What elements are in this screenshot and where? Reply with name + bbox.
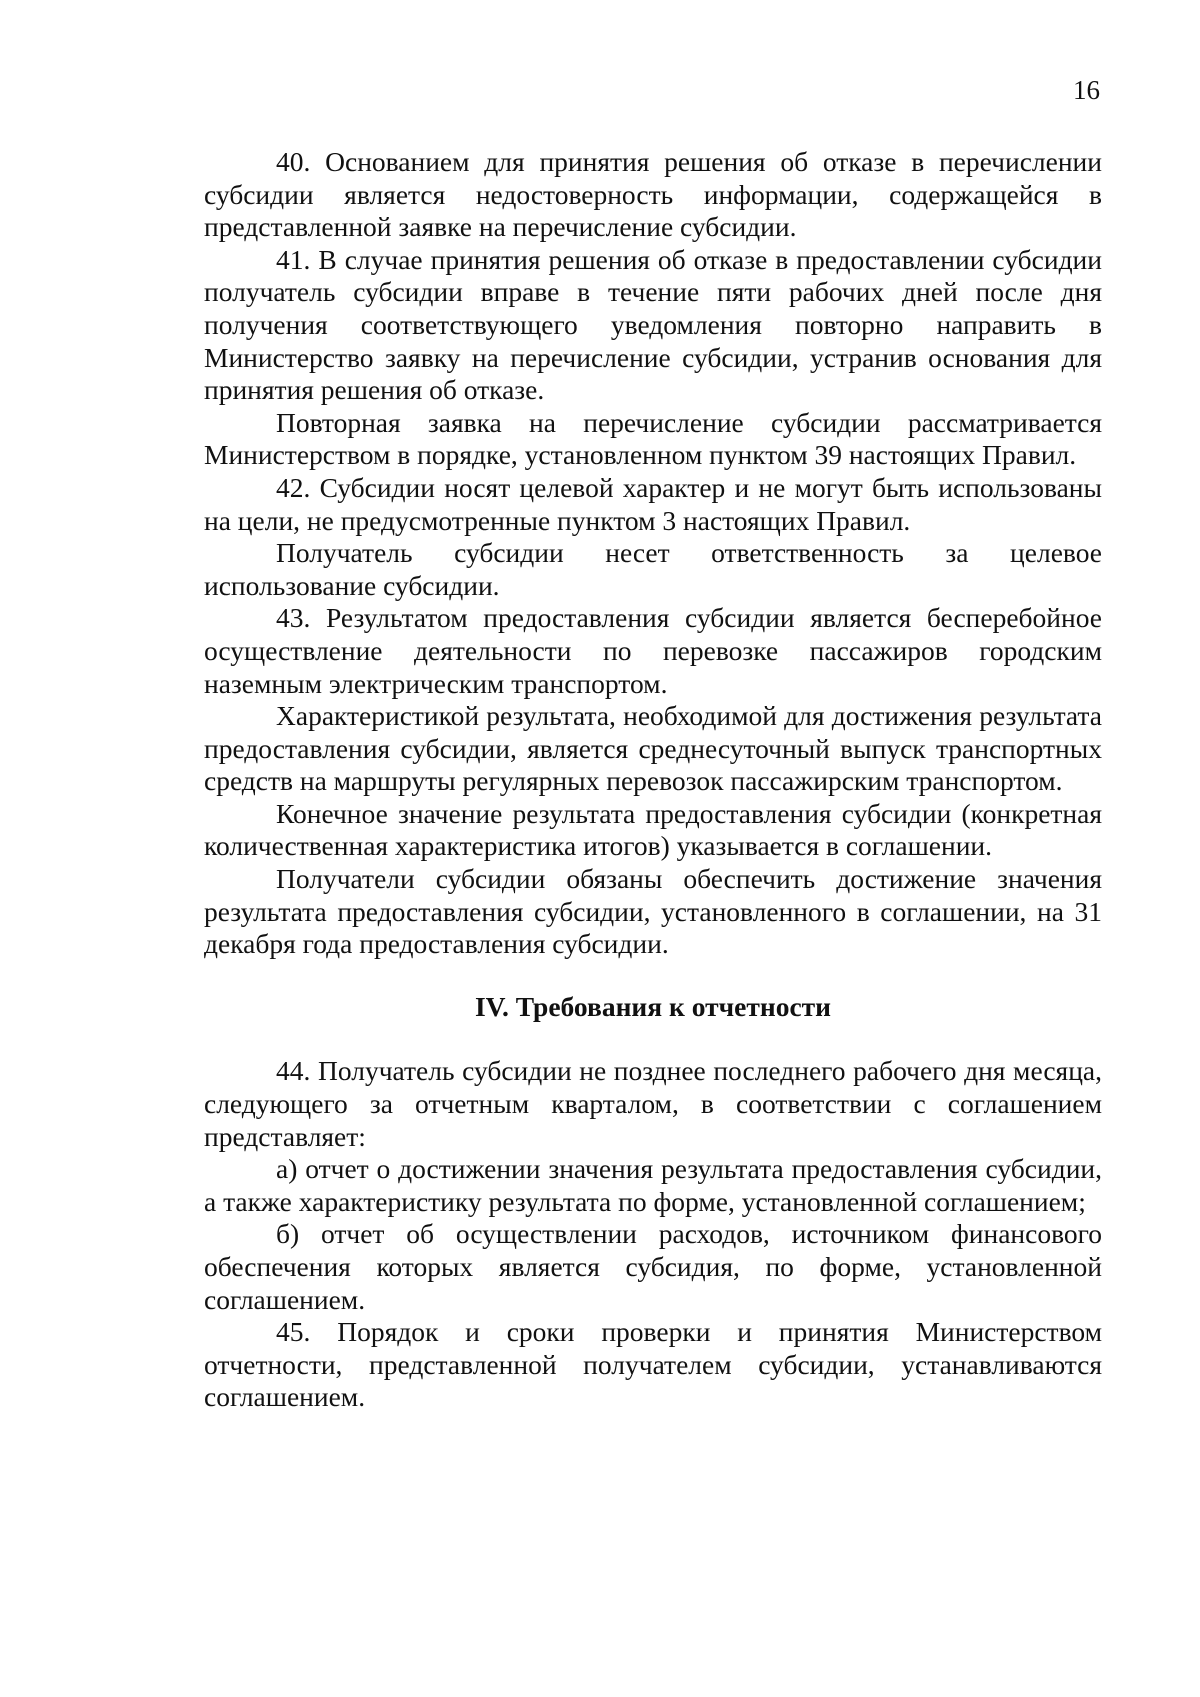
document-body (204, 146, 1102, 1414)
paragraph-43: 43. Результатом предоставления субсидии является бесперебойное осуществление деятельности по перевозке пассажиров городским наземным электрическим транспортом. (204, 602, 1102, 699)
paragraph-42: 42. Субсидии носят целевой характер и не могут быть использованы на цели, не предусмотренные пунктом 3 настоящих Правил. (204, 471, 1102, 536)
paragraph-40: 40. Основанием для принятия решения об отказе в перечислении субсидии является недостоверность информации, содержащейся в представленной заявке на перечисление субсидии. (204, 146, 1102, 243)
paragraph-41-repeat-application: Повторная заявка на перечисление субсидии рассматривается Министерством в порядке, установленном пунктом 39 настоящих Правил. (204, 406, 1102, 471)
paragraph-43-final-value: Конечное значение результата предоставления субсидии (конкретная количественная характеристика итогов) указывается в соглашении. (204, 797, 1102, 862)
paragraph-42-responsibility: Получатель субсидии несет ответственность за целевое использование субсидии. (204, 537, 1102, 601)
paragraph-44-a: а) отчет о достижении значения результата предоставления субсидии, а также характеристику результата по форме, установленной соглашением; (204, 1153, 1102, 1217)
paragraph-43-characteristic: Характеристикой результата, необходимой для достижения результата предоставления субсидии, является среднесуточный выпуск транспортных средств на маршруты регулярных перевозок пассажирским транспортом. (204, 700, 1102, 797)
paragraph-44-b: б) отчет об осуществлении расходов, источником финансового обеспечения которых является субсидия, по форме, установленной соглашением. (204, 1218, 1102, 1315)
paragraph-45: 45. Порядок и сроки проверки и принятия Министерством отчетности, представленной получателем субсидии, устанавливаются соглашением. (204, 1316, 1102, 1413)
paragraph-44: 44. Получатель субсидии не позднее последнего рабочего дня месяца, следующего за отчетным кварталом, в соответствии с соглашением представляет: (204, 1055, 1102, 1152)
paragraph-41: 41. В случае принятия решения об отказе в предоставлении субсидии получатель субсидии вправе в течение пяти рабочих дней после дня получения соответствующего уведомления повторно направить в Министерство заявку на перечисление субсидии, устранив основания для принятия решения об отказе. (204, 243, 1102, 406)
paragraph-43-obligation: Получатели субсидии обязаны обеспечить достижение значения результата предоставления субсидии, установленного в соглашении, на 31 декабря года предоставления субсидии. (204, 863, 1102, 960)
section-heading: IV. Требования к отчетности (474, 990, 832, 1022)
page-number: 16 (1073, 75, 1100, 105)
